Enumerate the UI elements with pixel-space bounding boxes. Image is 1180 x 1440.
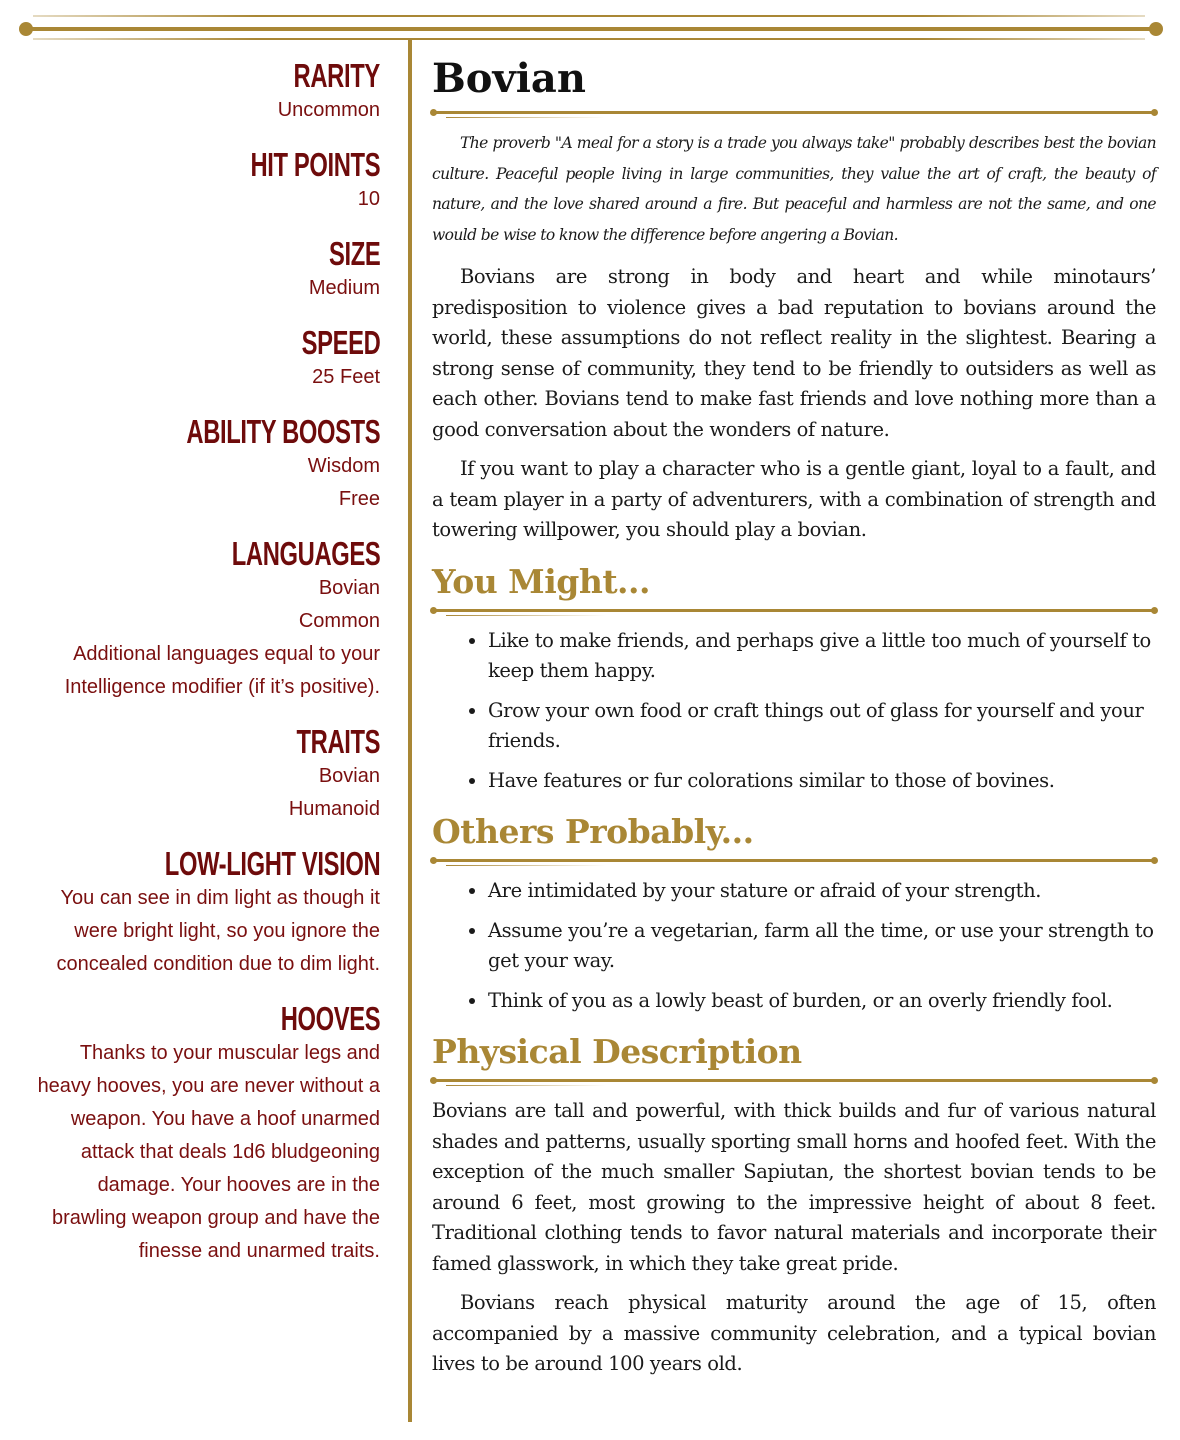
stat-value: Free xyxy=(338,488,380,510)
section-rule xyxy=(432,1074,1156,1088)
list-item: • Have features or fur colorations similar to those of bovines. xyxy=(488,766,1156,797)
stat-ability-boosts xyxy=(20,414,380,516)
list-item: • Are intimidated by your stature or afraid of your strength. xyxy=(488,876,1156,907)
stat-value: Intelligence modifier (if it’s positive). xyxy=(64,676,380,698)
stat-heading: TRAITS xyxy=(296,723,380,760)
main-content xyxy=(432,52,1156,1389)
list-item: • Grow your own food or craft things out of glass for yourself and your friends. xyxy=(488,696,1156,757)
stat-value: concealed condition due to dim light. xyxy=(56,953,380,975)
stat-value: Uncommon xyxy=(277,99,380,121)
page-title: Bovian xyxy=(432,55,586,102)
stat-heading: SPEED xyxy=(301,324,380,361)
stat-value: brawling weapon group and have the xyxy=(51,1207,380,1229)
stat-value: Humanoid xyxy=(288,798,380,820)
stat-value: finesse and unarmed traits. xyxy=(138,1240,380,1262)
stat-heading: HIT POINTS xyxy=(250,146,380,183)
you-might-list xyxy=(432,626,1156,797)
stat-heading: LOW-LIGHT VISION xyxy=(164,845,380,882)
paragraph: Bovians reach physical maturity around the age of 15, often accompanied by a massive community celebration, and a typical bovian lives to be around 100 years old. xyxy=(432,1291,1156,1375)
stat-value: 10 xyxy=(357,188,380,210)
stat-value: heavy hooves, you are never without a xyxy=(37,1075,380,1097)
paragraph: Bovians are tall and powerful, with thick builds and fur of various natural shades and patterns, usually sporting small horns and hoofed feet. With the exception of the much smaller Sapiutan, the shortest bovian tends to be around 6 feet, most growing to the impressive height of about 8 feet. Traditional clothing tends to favor natural materials and incorporate their famed glasswork, in which they take great pride. xyxy=(432,1099,1156,1275)
stat-value: Additional languages equal to your xyxy=(73,643,380,665)
stat-languages xyxy=(20,536,380,704)
stat-traits xyxy=(20,724,380,826)
stat-value: 25 Feet xyxy=(312,366,380,388)
list-item: • Like to make friends, and perhaps give a little too much of yourself to keep them happy. xyxy=(488,626,1156,687)
stat-heading: RARITY xyxy=(293,57,380,94)
stat-heading: SIZE xyxy=(328,235,380,272)
stat-hooves xyxy=(20,1001,380,1268)
stat-sidebar xyxy=(20,58,380,1288)
stat-low-light-vision xyxy=(20,846,380,981)
stat-size xyxy=(20,236,380,305)
others-probably-list xyxy=(432,876,1156,1016)
stat-value: Thanks to your muscular legs and xyxy=(79,1042,380,1064)
stat-value: weapon. You have a hoof unarmed xyxy=(70,1108,380,1130)
section-rule xyxy=(432,604,1156,618)
stat-heading: ABILITY BOOSTS xyxy=(186,413,380,450)
stat-value: Medium xyxy=(308,277,380,299)
list-item: • Think of you as a lowly beast of burden, or an overly friendly fool. xyxy=(488,986,1156,1017)
stat-speed xyxy=(20,325,380,394)
paragraph: If you want to play a character who is a gentle giant, loyal to a fault, and a team player in a party of adventurers, with a combination of strength and towering willpower, you should play a bovian. xyxy=(432,457,1156,541)
stat-value: Common xyxy=(298,610,380,632)
stat-value: Bovian xyxy=(318,577,380,599)
stat-value: attack that deals 1d6 bludgeoning xyxy=(80,1141,380,1163)
column-divider xyxy=(408,40,412,1422)
stat-rarity xyxy=(20,58,380,127)
stat-heading: HOOVES xyxy=(280,1000,380,1037)
stat-heading: LANGUAGES xyxy=(231,535,380,572)
paragraph: Bovians are strong in body and heart and while minotaurs’ predisposition to violence gives a bad reputation to bovians around the world, these assumptions do not reflect reality in the slightest. Bearing a strong sense of community, they tend to be friendly to outsiders as well as each other. Bovians tend to make fast friends and love nothing more than a good conversation about the wonders of nature. xyxy=(432,265,1156,441)
section-heading-others-probably: Others Probably... xyxy=(432,812,754,851)
stat-value: were bright light, so you ignore the xyxy=(74,920,380,942)
section-heading-physical-description: Physical Description xyxy=(432,1032,802,1071)
stat-value: Bovian xyxy=(318,765,380,787)
stat-value: damage. Your hooves are in the xyxy=(97,1174,380,1196)
stat-value: You can see in dim light as though it xyxy=(60,887,380,909)
section-heading-you-might: You Might... xyxy=(432,561,651,601)
title-rule xyxy=(432,106,1156,120)
list-item: • Assume you’re a vegetarian, farm all the time, or use your strength to get your way. xyxy=(488,916,1156,977)
intro-quote: The proverb "A meal for a story is a trade you always take" probably describes best the bovian culture. Peaceful people living in large communities, they value the art of craft, the beauty of nature, and the love shared around a fire. But peaceful and harmless are not the same, and one would be wise to know the difference before angering a Bovian. xyxy=(432,134,1156,244)
stat-hit-points xyxy=(20,147,380,216)
stat-value: Wisdom xyxy=(307,455,380,477)
section-rule xyxy=(432,854,1156,868)
